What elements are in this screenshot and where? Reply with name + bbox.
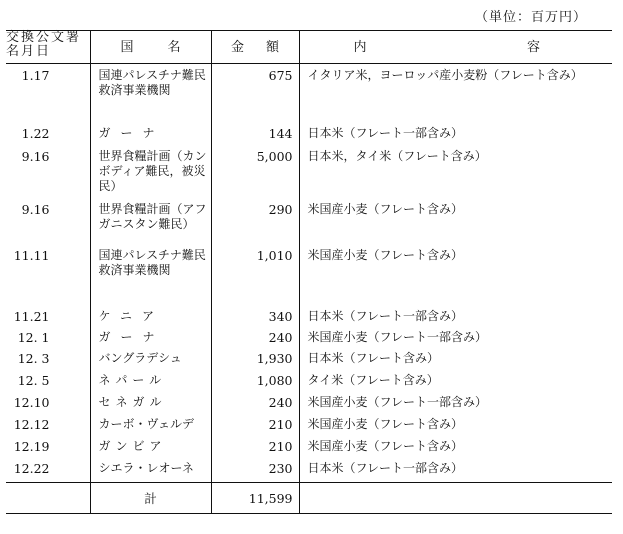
row-date: 12. 1	[17, 329, 50, 345]
table-row	[6, 347, 612, 369]
table-row	[6, 413, 612, 435]
food-aid-table	[6, 30, 612, 514]
table-row	[6, 457, 612, 483]
row-country: シエラ・レオーネ	[90, 457, 211, 483]
table-row	[6, 122, 612, 145]
row-date: 9.16	[21, 201, 50, 217]
total-row	[6, 483, 612, 514]
header-content-part1: 内	[353, 39, 367, 55]
row-date: 12.10	[13, 394, 50, 410]
row-amount: 240	[211, 391, 299, 413]
row-content: 米国産小麦（フレート一部含み）	[299, 391, 612, 413]
table-row	[6, 64, 612, 122]
row-date: 12.12	[13, 416, 50, 432]
row-content: 米国産小麦（フレート含み）	[299, 244, 612, 305]
row-content: 米国産小麦（フレート含み）	[299, 198, 612, 244]
header-amount	[211, 31, 299, 64]
table-row	[6, 435, 612, 457]
row-date: 12.22	[13, 460, 50, 476]
total-label: 計	[90, 483, 211, 514]
row-country: カーボ・ヴェルデ	[90, 413, 211, 435]
row-amount: 1,080	[211, 369, 299, 391]
row-date: 11.21	[13, 308, 50, 324]
row-country: 世界食糧計画（アフガニスタン難民）	[90, 198, 211, 244]
row-date: 12. 3	[17, 350, 50, 366]
table-row	[6, 391, 612, 413]
row-date: 12. 5	[17, 372, 50, 388]
header-date: 交換公文署名月日	[6, 31, 90, 64]
row-content: 日本米，タイ米（フレート含み）	[299, 145, 612, 198]
header-amount-label: 金額	[230, 39, 301, 55]
table-row	[6, 244, 612, 305]
table-row	[6, 145, 612, 198]
row-amount: 144	[211, 122, 299, 145]
row-amount: 210	[211, 413, 299, 435]
row-content: 米国産小麦（フレート含み）	[299, 413, 612, 435]
row-country: ケニア	[90, 305, 211, 326]
row-content: 米国産小麦（フレート含み）	[299, 435, 612, 457]
header-content-part2: 容	[526, 39, 540, 55]
row-amount: 240	[211, 326, 299, 347]
row-amount: 1,930	[211, 347, 299, 369]
total-content-cell	[299, 483, 612, 514]
table-row	[6, 369, 612, 391]
header-country	[90, 31, 215, 64]
row-country: 国連パレスチナ難民救済事業機関	[90, 244, 211, 305]
table-row	[6, 198, 612, 244]
row-amount: 5,000	[211, 145, 299, 198]
row-country: ガーナ	[90, 122, 211, 145]
total-date-cell	[6, 483, 90, 514]
row-amount: 290	[211, 198, 299, 244]
table-row	[6, 305, 612, 326]
row-content: 日本米（フレート含み）	[299, 347, 612, 369]
row-amount: 230	[211, 457, 299, 483]
row-content: 日本米（フレート一部含み）	[299, 457, 612, 483]
row-country: ガーナ	[90, 326, 211, 347]
row-content: イタリア米，ヨーロッパ産小麦粉（フレート含み）	[299, 64, 612, 122]
header-content	[299, 31, 612, 64]
row-date: 12.19	[13, 438, 50, 454]
row-content: 米国産小麦（フレート一部含み）	[299, 326, 612, 347]
row-country: 国連パレスチナ難民救済事業機関	[90, 64, 211, 122]
row-amount: 675	[211, 64, 299, 122]
unit-note: （単位：百万円）	[474, 10, 587, 25]
row-date: 11.11	[13, 247, 50, 263]
row-country: 世界食糧計画（カンボディア難民，被災民）	[90, 145, 211, 198]
header-country-label: 国名	[120, 39, 215, 55]
row-date: 9.16	[21, 148, 50, 164]
row-country: セネガル	[90, 391, 211, 413]
row-amount: 1,010	[211, 244, 299, 305]
row-amount: 210	[211, 435, 299, 457]
row-country: ネパール	[90, 369, 211, 391]
table-header-row	[6, 31, 612, 64]
row-content: タイ米（フレート含み）	[299, 369, 612, 391]
row-country: バングラデシュ	[90, 347, 211, 369]
row-date: 1.17	[21, 68, 50, 83]
row-amount: 340	[211, 305, 299, 326]
row-content: 日本米（フレート一部含み）	[299, 305, 612, 326]
row-content: 日本米（フレート一部含み）	[299, 122, 612, 145]
row-date: 1.22	[21, 125, 50, 141]
row-country: ガンビア	[90, 435, 211, 457]
total-amount: 11,599	[211, 483, 299, 514]
table-row	[6, 326, 612, 347]
